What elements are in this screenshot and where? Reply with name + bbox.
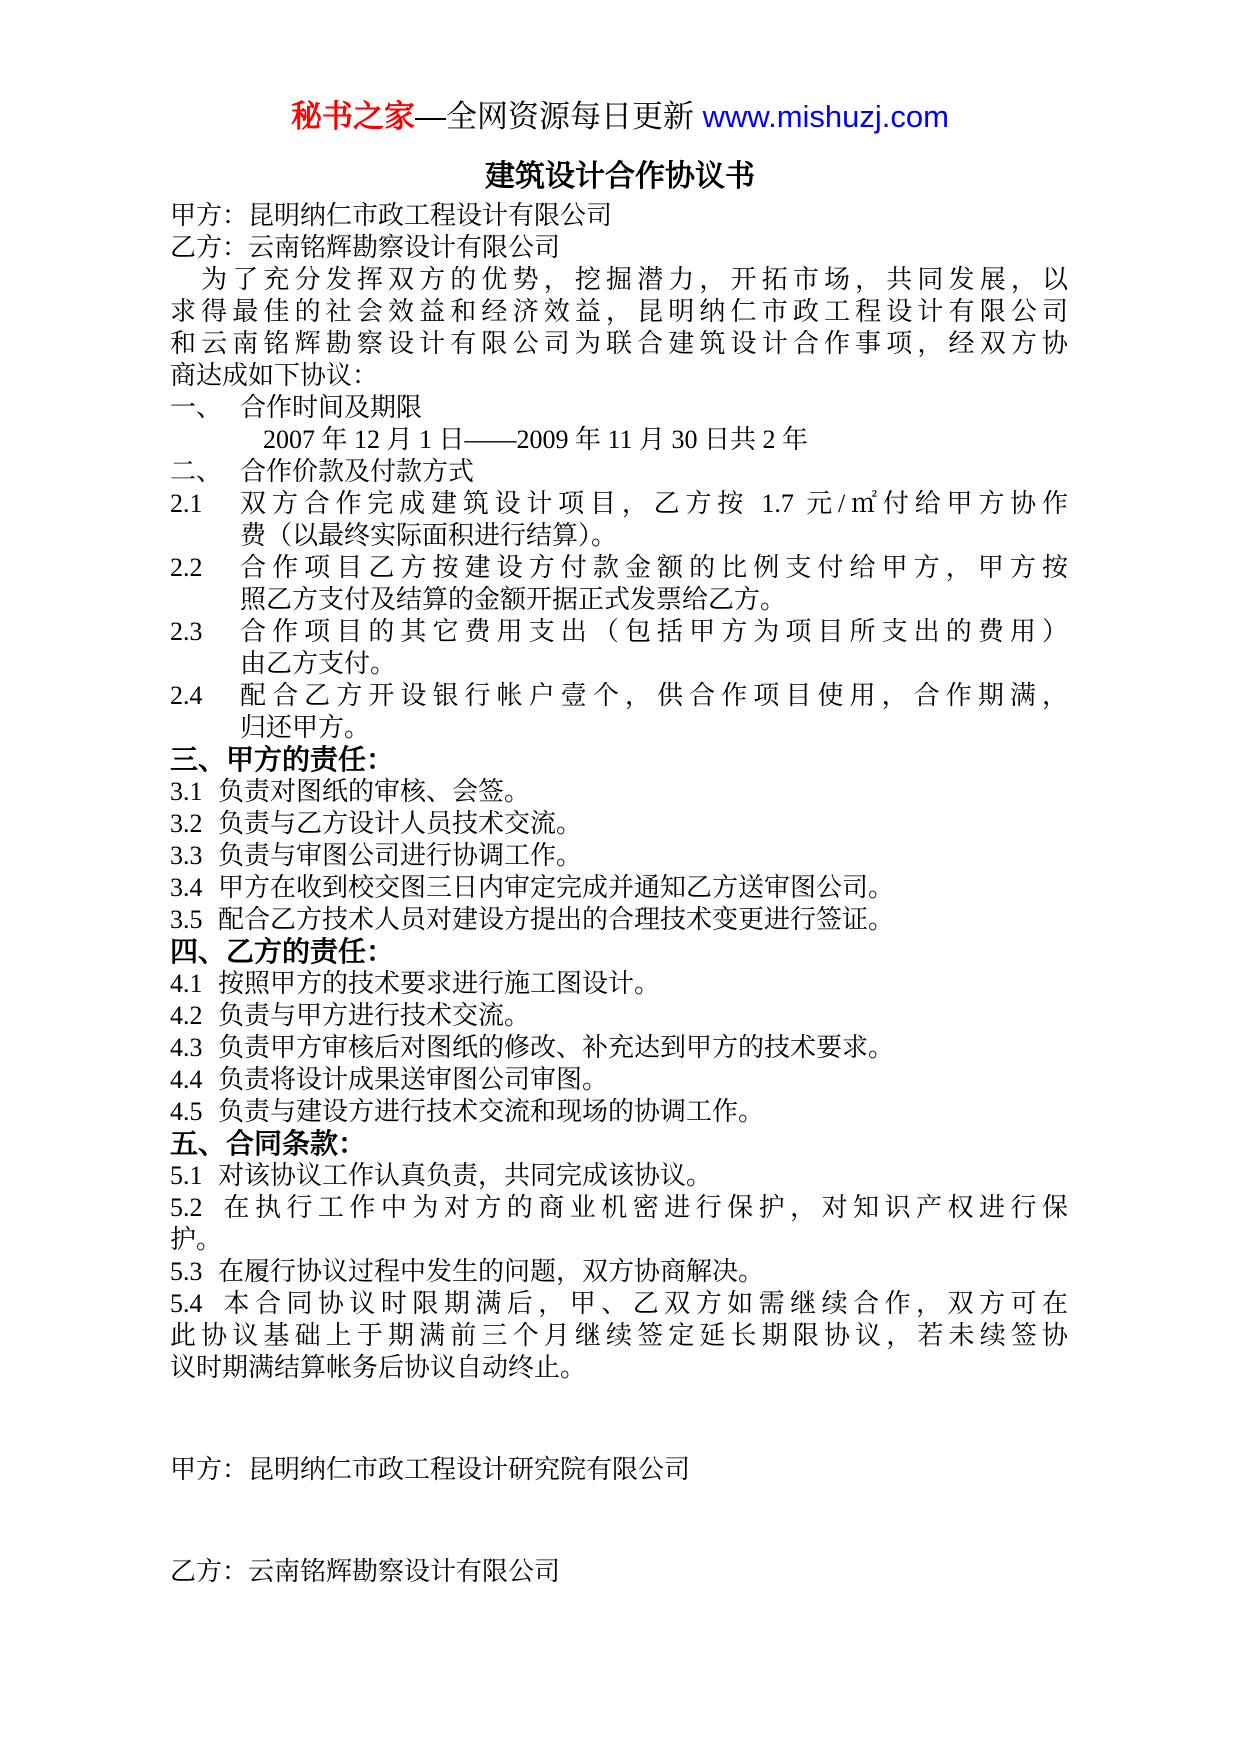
text-line: 乙方：云南铭辉勘察设计有限公司 <box>170 233 561 262</box>
section-heading <box>170 744 1068 776</box>
text-line: 2007 年 12 月 1 日——2009 年 11 月 30 日共 2 年 <box>263 425 809 454</box>
text-line: 3.5 配合乙方技术人员对建设方提出的合理技术变更进行签证。 <box>170 905 895 934</box>
list-item <box>170 1032 1068 1064</box>
list-item <box>170 1288 1068 1384</box>
list-item-number: 2.1 <box>170 489 203 518</box>
list-item-number: 2.4 <box>170 681 203 710</box>
list-item <box>170 616 1068 680</box>
list-item-number: 4.1 <box>170 969 203 998</box>
list-item <box>170 456 1068 488</box>
text-line: 为了充分发挥双方的优势，挖掘潜力，开拓市场，共同发展，以 <box>170 265 1068 294</box>
list-item-number: 二、 <box>170 457 223 486</box>
document-body <box>0 200 1240 1588</box>
text-line: 4.2 负责与甲方进行技术交流。 <box>170 1001 531 1030</box>
paragraph <box>170 232 1068 264</box>
text-line: 照乙方支付及结算的金额开据正式发票给乙方。 <box>240 585 787 614</box>
text-line: 4.3 负责甲方审核后对图纸的修改、补充达到甲方的技术要求。 <box>170 1033 895 1062</box>
heading-text: 三、甲方的责任： <box>170 744 395 775</box>
list-item <box>170 872 1068 904</box>
list-item-number: 5.2 <box>170 1193 203 1222</box>
list-item-number: 3.3 <box>170 841 203 870</box>
text-line: 乙方：云南铭辉勘察设计有限公司 <box>170 1557 561 1586</box>
list-item <box>170 1000 1068 1032</box>
site-tagline: —全网资源每日更新 <box>415 99 703 134</box>
text-line: 5.2 在执行工作中为对方的商业机密进行保护，对知识产权进行保 <box>170 1193 1068 1222</box>
paragraph <box>170 424 1068 456</box>
section-heading <box>170 1128 1068 1160</box>
list-item-number: 3.1 <box>170 777 203 806</box>
list-item <box>170 1096 1068 1128</box>
heading-text: 四、乙方的责任： <box>170 936 395 967</box>
text-line: 商达成如下协议： <box>170 361 379 390</box>
list-item-number: 3.2 <box>170 809 203 838</box>
list-item <box>170 488 1068 552</box>
text-line: 3.3 负责与审图公司进行协调工作。 <box>170 841 583 870</box>
list-item <box>170 1256 1068 1288</box>
text-line: 求得最佳的社会效益和经济效益，昆明纳仁市政工程设计有限公司 <box>170 297 1068 326</box>
list-item-number: 一、 <box>170 393 223 422</box>
text-line: 3.1 负责对图纸的审核、会签。 <box>170 777 531 806</box>
site-url-link[interactable]: www.mishuzj.com <box>702 99 949 134</box>
document-title: 建筑设计合作协议书 <box>485 160 755 193</box>
text-line: 3.4 甲方在收到校交图三日内审定完成并通知乙方送审图公司。 <box>170 873 895 902</box>
text-line: 4.4 负责将设计成果送审图公司审图。 <box>170 1065 609 1094</box>
text-line: 4.1 按照甲方的技术要求进行施工图设计。 <box>170 969 661 998</box>
text-line: 此协议基础上于期满前三个月继续签定延长期限协议，若未续签协 <box>170 1321 1068 1350</box>
paragraph <box>170 264 1068 392</box>
paragraph <box>170 1556 1068 1588</box>
text-line: 二、 合作价款及付款方式 <box>170 457 475 486</box>
list-item <box>170 552 1068 616</box>
text-line: 2.2 合作项目乙方按建设方付款金额的比例支付给甲方，甲方按 <box>170 553 1068 582</box>
text-line: 5.1 对该协议工作认真负责，共同完成该协议。 <box>170 1161 713 1190</box>
list-item <box>170 840 1068 872</box>
text-line: 费（以最终实际面积进行结算）。 <box>240 521 618 550</box>
text-line: 一、 合作时间及期限 <box>170 393 423 422</box>
text-line: 4.5 负责与建设方进行技术交流和现场的协调工作。 <box>170 1097 765 1126</box>
list-item-number: 4.4 <box>170 1065 203 1094</box>
text-line: 2.3 合作项目的其它费用支出（包括甲方为项目所支出的费用） <box>170 617 1068 646</box>
section-heading <box>170 936 1068 968</box>
list-item-number: 5.4 <box>170 1289 203 1318</box>
list-item-number: 5.3 <box>170 1257 203 1286</box>
list-item-number: 4.5 <box>170 1097 203 1126</box>
text-line: 议时期满结算帐务后协议自动终止。 <box>170 1353 587 1382</box>
watermark-header <box>0 98 1240 136</box>
paragraph <box>170 200 1068 232</box>
list-item <box>170 1192 1068 1256</box>
text-line: 2.1 双方合作完成建筑设计项目，乙方按 1.7 元/㎡付给甲方协作 <box>170 489 1068 518</box>
text-line: 甲方：昆明纳仁市政工程设计研究院有限公司 <box>170 1455 691 1484</box>
list-item-number: 4.2 <box>170 1001 203 1030</box>
list-item <box>170 1160 1068 1192</box>
heading-text: 五、合同条款： <box>170 1128 367 1159</box>
text-line: 5.3 在履行协议过程中发生的问题，双方协商解决。 <box>170 1257 765 1286</box>
list-item-number: 3.4 <box>170 873 203 902</box>
list-item <box>170 904 1068 936</box>
text-line: 由乙方支付。 <box>240 649 397 678</box>
list-item-number: 2.3 <box>170 617 203 646</box>
list-item <box>170 1064 1068 1096</box>
list-item <box>170 808 1068 840</box>
list-item-number: 2.2 <box>170 553 203 582</box>
text-line: 甲方：昆明纳仁市政工程设计有限公司 <box>170 201 613 230</box>
paragraph <box>170 1454 1068 1486</box>
list-item <box>170 392 1068 424</box>
list-item <box>170 776 1068 808</box>
text-line: 护。 <box>170 1225 223 1254</box>
site-name: 秘书之家 <box>291 99 416 134</box>
text-line: 5.4 本合同协议时限期满后，甲、乙双方如需继续合作，双方可在 <box>170 1289 1068 1318</box>
list-item-number: 3.5 <box>170 905 203 934</box>
text-line: 3.2 负责与乙方设计人员技术交流。 <box>170 809 583 838</box>
list-item <box>170 968 1068 1000</box>
list-item <box>170 680 1068 744</box>
list-item-number: 4.3 <box>170 1033 203 1062</box>
text-line: 和云南铭辉勘察设计有限公司为联合建筑设计合作事项，经双方协 <box>170 329 1068 358</box>
list-item-number: 5.1 <box>170 1161 203 1190</box>
text-line: 归还甲方。 <box>240 713 371 742</box>
text-line: 2.4 配合乙方开设银行帐户壹个，供合作项目使用，合作期满， <box>170 681 1068 710</box>
